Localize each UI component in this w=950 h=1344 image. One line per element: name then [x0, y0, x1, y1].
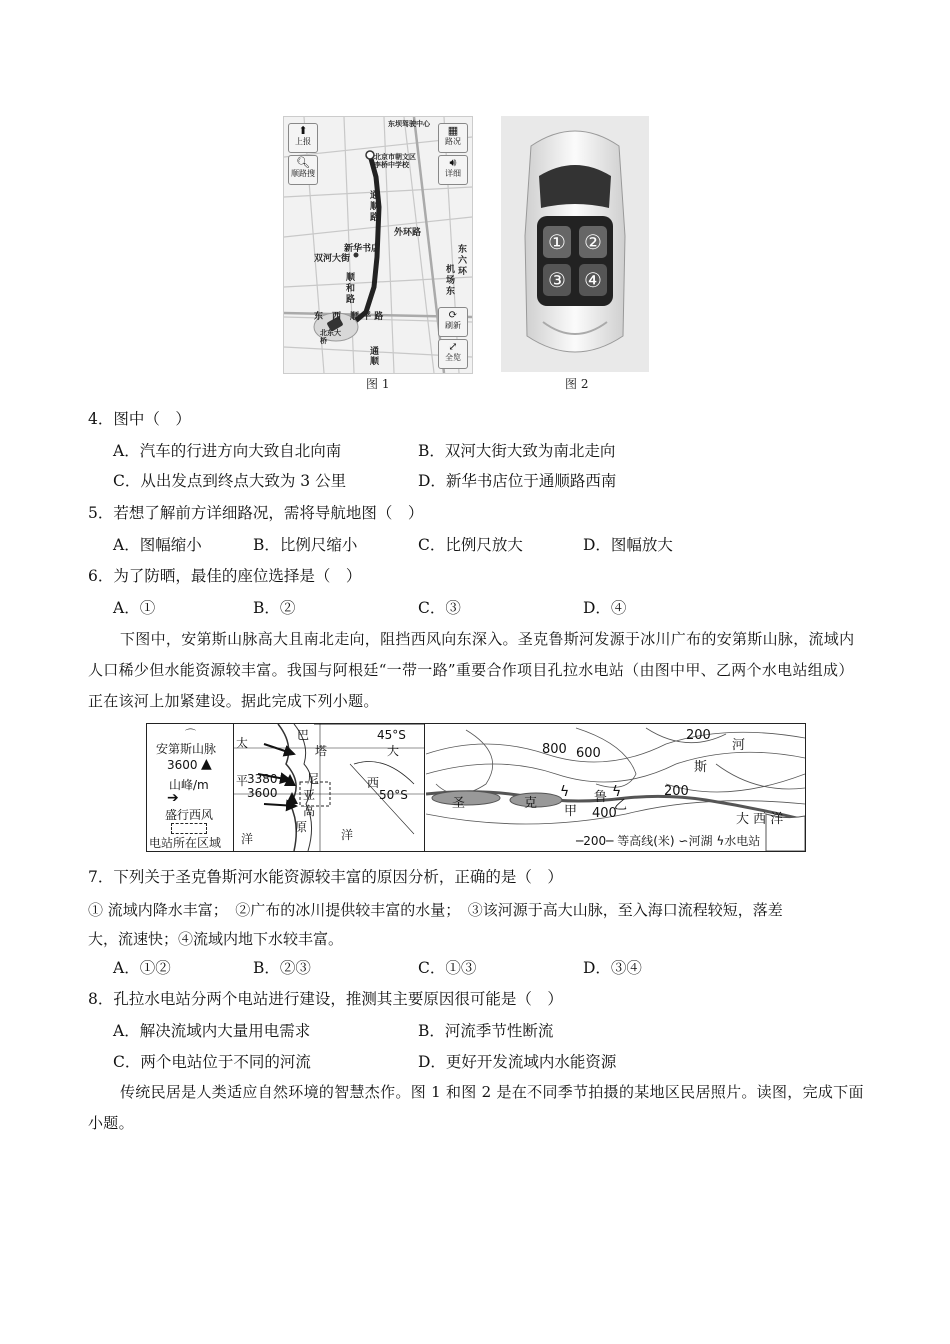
overview-button[interactable]: ⤢ 全览 — [438, 339, 468, 369]
label-da: 大 — [387, 744, 400, 758]
legend-andes-icon: ⌒ — [185, 728, 196, 741]
passage-santa-cruz: 下图中，安第斯山脉高大且南北走向，阻挡西风向东深入。圣克鲁斯河发源于冰川广布的安第斯山脉，流域内人口稀少但水能资源较丰富。我国与阿根廷“一带一路”重要合作项目孔拉水电站（由图中甲、乙两个水电站组成）正在该河上加紧建设。据此完成下列小题。 — [88, 630, 855, 710]
wind-arrow-icon: ➔ — [167, 790, 179, 806]
contour-legend-icon: ─ — [606, 834, 614, 848]
q7-option-b[interactable]: B．②③ — [253, 959, 311, 977]
refresh-button[interactable]: ⟳ 刷新 — [438, 307, 468, 337]
figure-1-caption: 图 1 — [366, 377, 390, 391]
map-left-panel — [147, 724, 425, 851]
river-label-ke: 克 — [524, 796, 538, 811]
label-yuan: 原 — [295, 820, 308, 834]
road-label-dongliuhuan: 东六环 — [458, 245, 468, 277]
q8-stem: 8．孔拉水电站分两个电站进行建设，推测其主要原因很可能是（ ） — [88, 990, 563, 1008]
q5-option-b[interactable]: B．比例尺缩小 — [253, 536, 358, 554]
figure-2-caption: 图 2 — [565, 377, 589, 391]
label-yang-pacific: 洋 — [241, 832, 254, 846]
label-xi: 西 — [367, 776, 380, 790]
road-label-shunping: 东 西 顺 平 路 — [314, 312, 384, 322]
legend-peak-value: 3600 — [167, 758, 198, 772]
hydropower-station-jia-icon: ϟ — [560, 784, 570, 800]
q6-stem: 6．为了防晒，最佳的座位选择是（ ） — [88, 567, 362, 585]
q5-option-d[interactable]: D．图幅放大 — [583, 536, 673, 554]
map-right-panel — [426, 724, 805, 851]
road-label-waihuan: 外环路 — [394, 228, 422, 238]
label-lat-50: 50°S — [379, 788, 408, 802]
q4-option-a[interactable]: A．汽车的行进方向大致自北向南 — [113, 442, 342, 460]
overview-icon: ⤢ — [448, 340, 458, 353]
legend-area-box-icon — [171, 823, 207, 834]
q5-option-a[interactable]: A．图幅缩小 — [113, 536, 202, 554]
q6-option-b[interactable]: B．② — [253, 599, 296, 617]
station-label-yi: 乙 — [614, 798, 628, 813]
map-top-label: 东坝驾驶中心 — [388, 119, 430, 128]
hydropower-station-yi-icon: ϟ — [612, 784, 622, 800]
contour-label-400: 400 — [592, 806, 617, 821]
poi-label-bridge: 北东大桥 — [320, 328, 341, 345]
q7-option-a[interactable]: A．①② — [113, 959, 171, 977]
legend-peak: 山峰/m — [169, 778, 209, 792]
map-destination-label: 北京市朝文区李桥中学校 — [374, 152, 416, 169]
q8-option-c[interactable]: C．两个电站位于不同的河流 — [113, 1053, 311, 1071]
road-label-shunhe: 顺和路 — [346, 273, 356, 305]
road-label-tongshun: 通顺路 — [370, 191, 380, 223]
map-legend-box — [147, 724, 234, 851]
q5-option-c[interactable]: C．比例尺放大 — [418, 536, 523, 554]
ocean-label-atlantic: 大 西 洋 — [736, 812, 784, 827]
peak-3600: 3600 — [247, 786, 278, 800]
contour-label-800: 800 — [542, 742, 567, 757]
q7-statements-line-2: 大，流速快；④流域内地下水较丰富。 — [88, 930, 344, 948]
car-top-view — [501, 116, 649, 372]
figure-santa-cruz-map — [146, 723, 806, 852]
q4-option-d[interactable]: D．新华书店位于通顺路西南 — [418, 472, 617, 490]
river-label-he: 河 — [732, 738, 746, 753]
passage-traditional-dwellings: 传统民居是人类适应自然环境的智慧杰作。图 1 和图 2 是在不同季节拍摄的某地区民居照片。读图，完成下面小题。 — [88, 1083, 864, 1132]
label-tai: 太 — [236, 736, 249, 750]
figure-2-car-photo — [501, 116, 649, 372]
label-yang-atlantic: 洋 — [341, 828, 354, 842]
search-icon: 🔍︎ — [296, 156, 310, 169]
river-label-si: 斯 — [694, 760, 708, 775]
traffic-icon: ▦ — [447, 124, 459, 137]
q4-option-b[interactable]: B．双河大街大致为南北走向 — [418, 442, 616, 460]
poi-label-xinhua: 新华书店 — [344, 244, 381, 254]
contour-label-200-top: 200 — [686, 728, 711, 743]
contour-label-600: 600 — [576, 746, 601, 761]
q8-option-d[interactable]: D．更好开发流域内水能资源 — [418, 1053, 617, 1071]
q4-option-c[interactable]: C．从出发点到终点大致为 3 公里 — [113, 472, 347, 490]
traffic-button[interactable]: ▦ 路况 — [438, 123, 468, 153]
label-ni: 尼 — [307, 772, 320, 786]
label-ba: 巴 — [297, 728, 310, 742]
legend-wind: 盛行西风 — [165, 808, 214, 822]
q5-stem: 5．若想了解前方详细路况，需将导航地图（ ） — [88, 504, 424, 522]
label-ping: 平 — [236, 774, 249, 788]
station-label-jia: 甲 — [564, 804, 578, 819]
q4-stem: 4．图中（ ） — [88, 410, 191, 428]
seat-label-4: ④ — [584, 268, 602, 292]
q6-option-a[interactable]: A．① — [113, 599, 156, 617]
label-lat-45: 45°S — [377, 728, 406, 742]
q7-stem: 7．下列关于圣克鲁斯河水能资源较丰富的原因分析，正确的是（ ） — [88, 868, 563, 886]
refresh-icon: ⟳ — [448, 308, 458, 321]
label-ta: 塔 — [315, 744, 328, 758]
seat-label-1: ① — [548, 230, 566, 254]
q7-option-c[interactable]: C．①③ — [418, 959, 477, 977]
contour-legend-icon: ─ — [576, 834, 584, 848]
speaker-icon: 🔊︎ — [449, 156, 457, 169]
peak-3380: 3380 — [247, 772, 278, 786]
contour-label-200-right: 200 — [664, 784, 689, 799]
q8-option-a[interactable]: A．解决流域内大量用电需求 — [113, 1022, 311, 1040]
report-icon: ⬆ — [298, 124, 308, 137]
seat-label-3: ③ — [548, 268, 566, 292]
detail-button[interactable]: 🔊︎ 详细 — [438, 155, 468, 185]
label-gao: 高 — [303, 804, 316, 818]
q8-option-b[interactable]: B．河流季节性断流 — [418, 1022, 554, 1040]
report-button[interactable]: ⬆ 上报 — [288, 123, 318, 153]
road-label-shuanghe: 双河大街 — [314, 254, 351, 264]
river-label-lu: 鲁 — [594, 790, 608, 805]
road-label-tong2: 通顺 — [370, 347, 380, 367]
station-legend-icon: ϟ — [716, 834, 725, 848]
legend-area: 电站所在区域 — [149, 836, 222, 850]
q6-option-c[interactable]: C．③ — [418, 599, 461, 617]
river-label-sheng: 圣 — [452, 796, 466, 811]
search-along-button[interactable]: 🔍︎ 顺路搜 — [288, 155, 318, 185]
label-ya: 亚 — [303, 788, 316, 802]
seat-label-2: ② — [584, 230, 602, 254]
q7-statements-line-1: ① 流域内降水丰富； ②广布的冰川提供较丰富的水量； ③该河源于高大山脉，至入海口流程较短，落差 — [88, 901, 783, 919]
q7-option-d[interactable]: D．③④ — [583, 959, 642, 977]
lake-legend-icon: ∽ — [678, 834, 689, 848]
figure-1-navigation-map — [283, 116, 473, 374]
road-label-jichang: 机场东 — [446, 265, 456, 297]
peak-icon: ▲ — [201, 756, 212, 772]
legend-andes: 安第斯山脉 — [156, 742, 217, 756]
contour-legend: ─200─ 等高线(米) ∽河湖 ϟ水电站 — [576, 834, 761, 848]
q6-option-d[interactable]: D．④ — [583, 599, 627, 617]
